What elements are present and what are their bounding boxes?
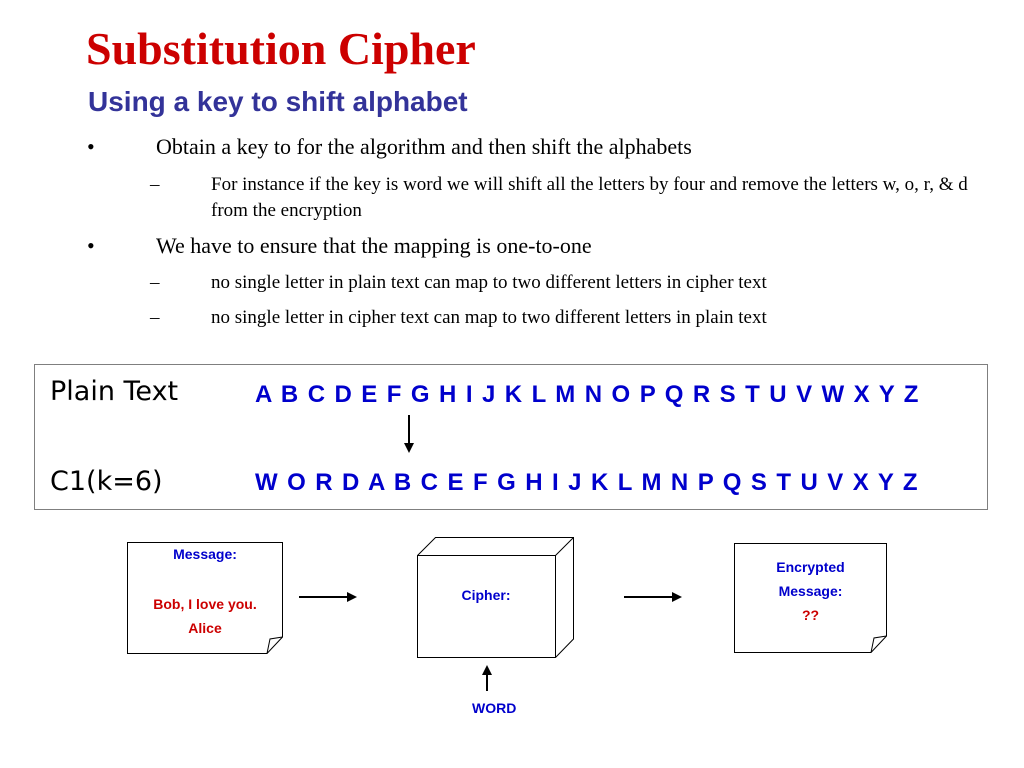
cipher-alphabet: W O R D A B C E F G H I J K L M N P Q S T U V X Y Z — [255, 469, 918, 496]
sub-bullet-text: For instance if the key is word we will shift all the letters by four and remove the letters w, o, r, & d from the encryption — [211, 174, 968, 221]
slide-subtitle: Using a key to shift alphabet — [88, 86, 468, 117]
right-arrow-icon — [622, 588, 686, 606]
bullet-text: Obtain a key to for the algorithm and then shift the alphabets — [156, 134, 692, 159]
bullet-marker: • — [87, 134, 95, 159]
encrypted-document — [734, 543, 887, 653]
message-document — [127, 542, 283, 654]
sub-bullet-text: no single letter in cipher text can map to two different letters in plain text — [211, 307, 767, 328]
cipher-label: Cipher: — [461, 587, 511, 603]
sub-bullet-text: no single letter in plain text can map to two different letters in cipher text — [211, 272, 767, 293]
sub-bullet-marker: – — [150, 272, 160, 293]
message-line-2: Alice — [188, 620, 222, 636]
encrypted-label-2: Message: — [778, 583, 843, 599]
slide-title: Substitution Cipher — [86, 23, 476, 74]
plain-text-label: Plain Text — [50, 376, 179, 407]
up-arrow-icon — [479, 663, 495, 693]
plain-alphabet: A B C D E F G H I J K L M N O P Q R S T U V W X Y Z — [255, 381, 919, 408]
right-arrow-icon — [297, 588, 361, 606]
sub-bullet-marker: – — [150, 174, 160, 195]
cipher-row-label: C1(k=6) — [50, 466, 163, 497]
key-label: WORD — [472, 700, 517, 716]
cipher-box — [417, 537, 575, 659]
mapping-table — [34, 364, 988, 510]
encrypted-value: ?? — [801, 607, 820, 623]
down-arrow-icon — [401, 413, 417, 455]
message-line-1: Bob, I love you. — [153, 596, 257, 612]
encrypted-label-1: Encrypted — [776, 559, 845, 575]
message-label: Message: — [173, 546, 237, 562]
sub-bullet-marker: – — [150, 307, 160, 328]
bullet-text: We have to ensure that the mapping is one-to-one — [156, 233, 592, 258]
bullet-marker: • — [87, 233, 95, 258]
